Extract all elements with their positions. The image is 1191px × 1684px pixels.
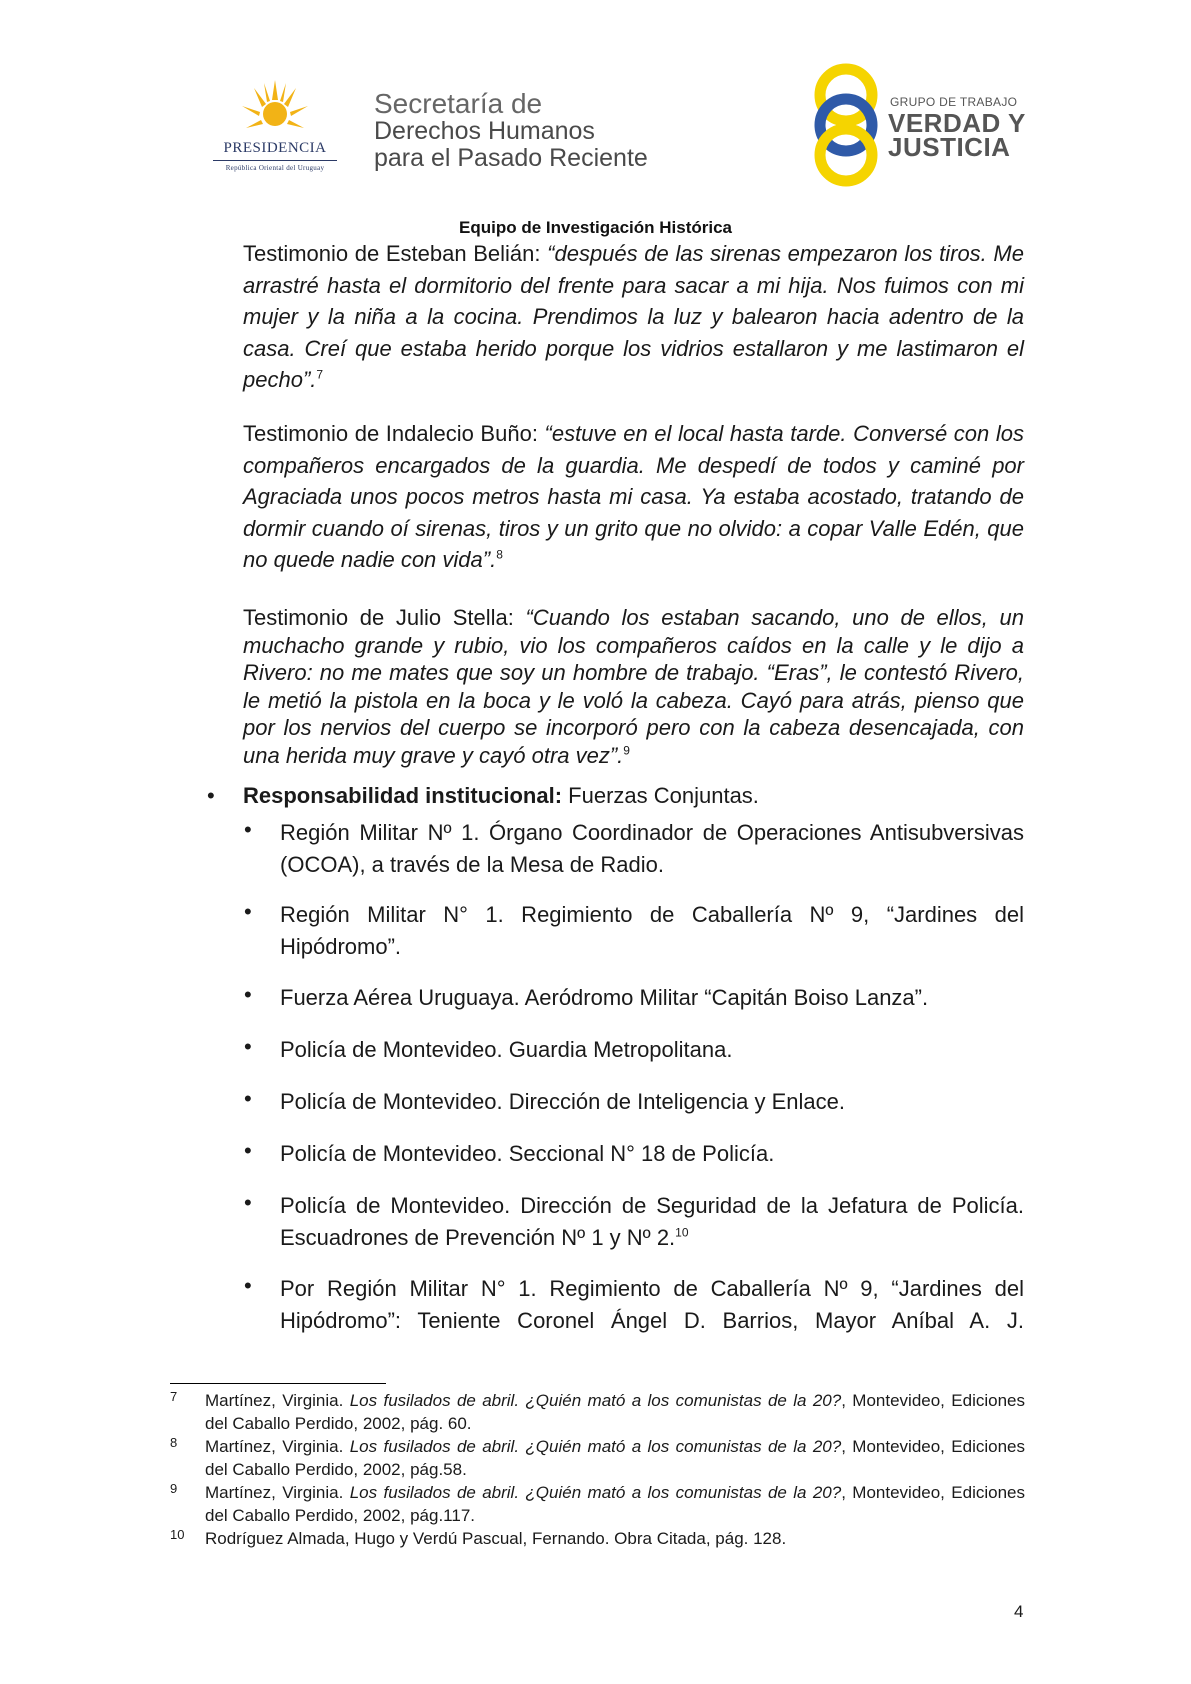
testimony-belian <box>243 238 1024 396</box>
page-number: 4 <box>1014 1602 1024 1621</box>
sub-bullet: • <box>244 1138 252 1163</box>
footnote-rest: , Montevideo, Ediciones del Caballo Perdido, 2002, pág.117. <box>205 1483 1025 1525</box>
footnote-separator <box>170 1383 386 1384</box>
footnote-rest: , Montevideo, Ediciones del Caballo Perdido, 2002, pág. 60. <box>205 1391 1025 1433</box>
sub-bullet: • <box>244 1273 252 1298</box>
footnote-author: Rodríguez Almada, Hugo y Verdú Pascual, Fernando. Obra Citada, pág. 128. <box>205 1529 787 1548</box>
secretaria-line-3: para el Pasado Reciente <box>374 144 648 172</box>
sub-bullet: • <box>244 982 252 1007</box>
list-item: Policía de Montevideo. Dirección de Inteligencia y Enlace. <box>280 1089 845 1114</box>
list-item-text: Policía de Montevideo. Dirección de Seguridad de la Jefatura de Policía. Escuadrones de Prevención Nº 1 y Nº 2. <box>280 1193 1024 1250</box>
presidencia-subtitle: República Oriental del Uruguay <box>225 164 325 172</box>
sub-bullet: • <box>244 1190 252 1215</box>
bullet: • <box>207 783 215 808</box>
footnote-number: 7 <box>170 1389 178 1404</box>
list-item: Región Militar N° 1. Regimiento de Caballería Nº 9, “Jardines del Hipódromo”. <box>280 902 1024 959</box>
footnote-7 <box>205 1389 1025 1435</box>
list-item: Policía de Montevideo. Seccional N° 18 de Policía. <box>280 1141 775 1166</box>
list-item: Región Militar Nº 1. Órgano Coordinador de Operaciones Antisubversivas (OCOA), a través de la Mesa de Radio. <box>280 820 1024 877</box>
testimony-buno <box>243 418 1024 576</box>
grupo-justicia-label: JUSTICIA <box>888 132 1011 162</box>
list-item: Fuerza Aérea Uruguaya. Aeródromo Militar “Capitán Boiso Lanza”. <box>280 985 929 1010</box>
responsibility-label: Responsabilidad institucional: <box>243 783 563 808</box>
secretaria-line-1: Secretaría de <box>374 88 543 119</box>
list-item-with-footnote <box>280 1190 1024 1254</box>
presidencia-rule <box>213 160 337 161</box>
footnote-10 <box>205 1527 1025 1550</box>
testimony-quote: “estuve en el local hasta tarde. Conversé con los compañeros encargados de la guardia. Me despedí de todos y caminé por Agraciada unos pocos metros hasta mi casa. Ya estaba acostado, tratando de dormir cuando oí sirenas, tiros y un grito que no olvido: a copar Valle Edén, que no quede nadie con vida”. <box>243 421 1024 572</box>
testimony-intro: Testimonio de Indalecio Buño: <box>243 421 545 446</box>
footnote-ref: 8 <box>496 547 503 562</box>
team-heading: Equipo de Investigación Histórica <box>459 218 732 237</box>
testimony-intro: Testimonio de Julio Stella: <box>243 605 526 630</box>
list-item: Policía de Montevideo. Guardia Metropolitana. <box>280 1037 733 1062</box>
footnote-number: 9 <box>170 1481 178 1496</box>
sun-icon <box>240 80 310 140</box>
sub-bullet: • <box>244 1034 252 1059</box>
footnote-ref: 7 <box>316 367 324 382</box>
sub-bullet: • <box>244 1086 252 1111</box>
sub-bullet: • <box>244 899 252 924</box>
testimony-quote: “después de las sirenas empezaron los tiros. Me arrastré hasta el dormitorio del frente para sacar a mi hija. Nos fuimos con mi mujer y la niña a la cocina. Prendimos la luz y balearon hacia adentro de la casa. Creí que estaba herido porque los vidrios estallaron y me lastimaron el pecho”. <box>243 241 1024 392</box>
footnote-title: Los fusilados de abril. ¿Quién mató a los comunistas de la 20? <box>349 1437 842 1456</box>
footnote-title: Los fusilados de abril. ¿Quién mató a los comunistas de la 20? <box>349 1391 842 1410</box>
list-item: Por Región Militar N° 1. Regimiento de Caballería Nº 9, “Jardines del Hipódromo”: Teniente Coronel Ángel D. Barrios, Mayor Aníbal A. J. <box>280 1276 1024 1333</box>
responsibility-value: Fuerzas Conjuntas. <box>562 783 759 808</box>
grupo-trabajo-label: GRUPO DE TRABAJO <box>890 95 1018 109</box>
secretaria-line-2: Derechos Humanos <box>374 117 595 145</box>
testimony-quote: “Cuando los estaban sacando, uno de ellos, un muchacho grande y rubio, vio los compañeros caídos en la calle y le dijo a Rivero: no me mates que soy un hombre de trabajo. “Eras”, le contestó Rivero, le metió la pistola en la boca y le voló la cabeza. Cayó para atrás, pienso que por los nervios del cuerpo se incorporó pero con la cabeza desencajada, con una herida muy grave y cayó otra vez”. <box>243 605 1025 768</box>
footnote-author: Martínez, Virginia. <box>205 1437 350 1456</box>
footnote-ref: 9 <box>623 743 630 758</box>
footnote-author: Martínez, Virginia. <box>205 1483 350 1502</box>
responsibility-line <box>243 783 759 809</box>
footnote-number: 8 <box>170 1435 178 1450</box>
grupo-verdad-label: VERDAD Y <box>888 108 1026 138</box>
footnote-title: Los fusilados de abril. ¿Quién mató a los comunistas de la 20? <box>349 1483 842 1502</box>
footnote-8 <box>205 1435 1025 1481</box>
footnote-number: 10 <box>170 1527 185 1542</box>
presidencia-name: PRESIDENCIA <box>223 140 327 156</box>
testimony-stella <box>243 604 1024 769</box>
footnote-author: Martínez, Virginia. <box>205 1391 350 1410</box>
presidencia-logo <box>195 80 355 180</box>
footnote-rest: , Montevideo, Ediciones del Caballo Perdido, 2002, pág.58. <box>205 1437 1025 1479</box>
footnote-9 <box>205 1481 1025 1527</box>
secretaria-logo-text <box>374 90 648 172</box>
footnote-ref: 10 <box>675 1225 689 1240</box>
sub-bullet: • <box>244 817 252 842</box>
testimony-intro: Testimonio de Esteban Belián: <box>243 241 548 266</box>
